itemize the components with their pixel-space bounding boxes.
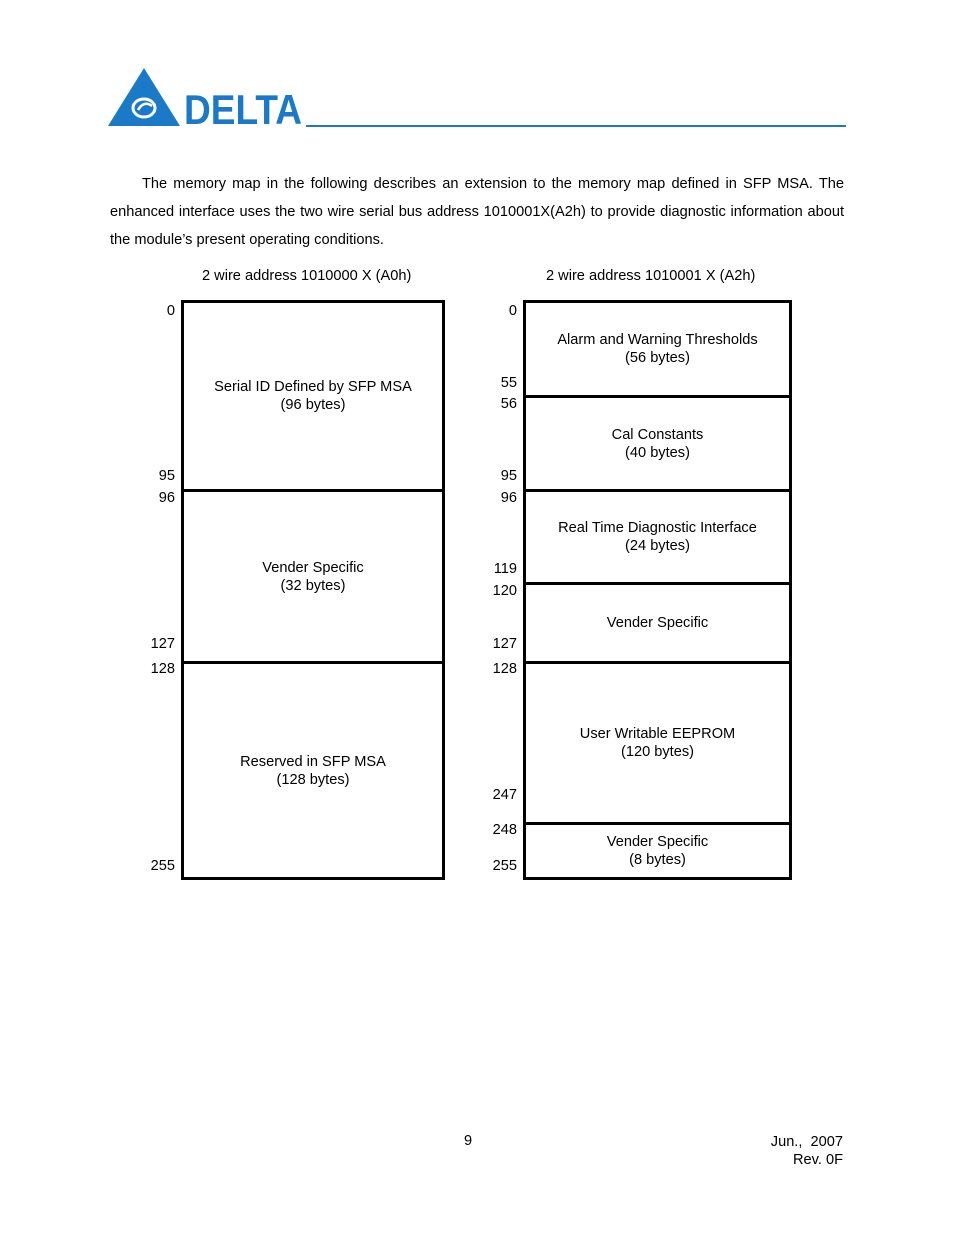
block-size: (96 bytes) [280,397,346,413]
a2-addr-label: 248 [492,822,517,838]
block-size: (8 bytes) [629,852,686,868]
block-name: Vender Specific [606,615,709,631]
a2-title: 2 wire address 1010001 X (A2h) [546,268,756,284]
a2-addr-label: 120 [492,583,517,599]
a2-block-vender-specific [526,582,789,661]
a2-addr-label: 56 [500,396,517,412]
block-name: Cal Constants [611,426,704,443]
a2-addr-label: 127 [492,636,517,652]
a2-addr-label: 96 [500,490,517,506]
a0-addr-label: 96 [158,490,175,506]
block-size: (128 bytes) [276,771,350,788]
a2-addr-label: 119 [493,561,517,577]
a2-addr-label: 0 [508,303,517,319]
footer-date-block [771,1133,843,1169]
footer-revision: Rev. 0F [792,1152,843,1168]
a0-addr-label: 95 [158,468,175,484]
a0-block-reserved [184,661,442,877]
a0-memory-map [181,300,445,880]
block-name: Serial ID Defined by SFP MSA [214,379,412,395]
block-name: Vender Specific [262,559,364,576]
intro-paragraph: The memory map in the following describes an extension to the memory map defined in SFP MSA. The enhanced interface uses the two wire serial bus address 1010001X(A2h) to provide diagnostic information about the module’s present operating conditions. [110,176,844,248]
a2-memory-map [523,300,792,880]
a0-addr-label: 255 [150,858,175,874]
block-name: Reserved in SFP MSA [240,753,386,770]
logo-text: DELTA [184,86,302,133]
block-size: (32 bytes) [280,577,346,594]
a2-addr-label: 255 [492,858,517,874]
a0-block-serial-id [184,303,442,489]
block-size: (40 bytes) [625,444,690,461]
a2-block-user-eeprom [526,661,789,822]
a0-title: 2 wire address 1010000 X (A0h) [202,268,412,284]
a2-block-cal-constants [526,395,789,489]
block-size: (24 bytes) [625,538,690,554]
a0-addr-label: 128 [150,661,175,677]
a2-block-diagnostic [526,489,789,582]
block-name: Real Time Diagnostic Interface [558,520,757,536]
a2-addr-label: 55 [500,375,517,391]
a0-block-vender-specific [184,489,442,661]
block-size: (56 bytes) [625,350,690,366]
block-name: Vender Specific [606,834,709,850]
a2-addr-label: 95 [500,468,517,484]
page-number: 9 [464,1133,473,1149]
a2-block-thresholds [526,303,789,395]
header-rule [306,125,846,127]
delta-logo [108,66,304,133]
intro-text [110,170,844,254]
a2-addr-label: 247 [492,787,517,803]
a2-addr-label: 128 [492,661,517,677]
a2-block-vender-specific-8 [526,822,789,877]
a0-addr-label: 0 [166,303,175,319]
footer-date: Jun., 2007 [770,1134,843,1150]
block-name: Alarm and Warning Thresholds [557,332,758,348]
block-size: (120 bytes) [620,744,694,760]
a0-addr-label: 127 [150,636,175,652]
block-name: User Writable EEPROM [579,726,736,742]
